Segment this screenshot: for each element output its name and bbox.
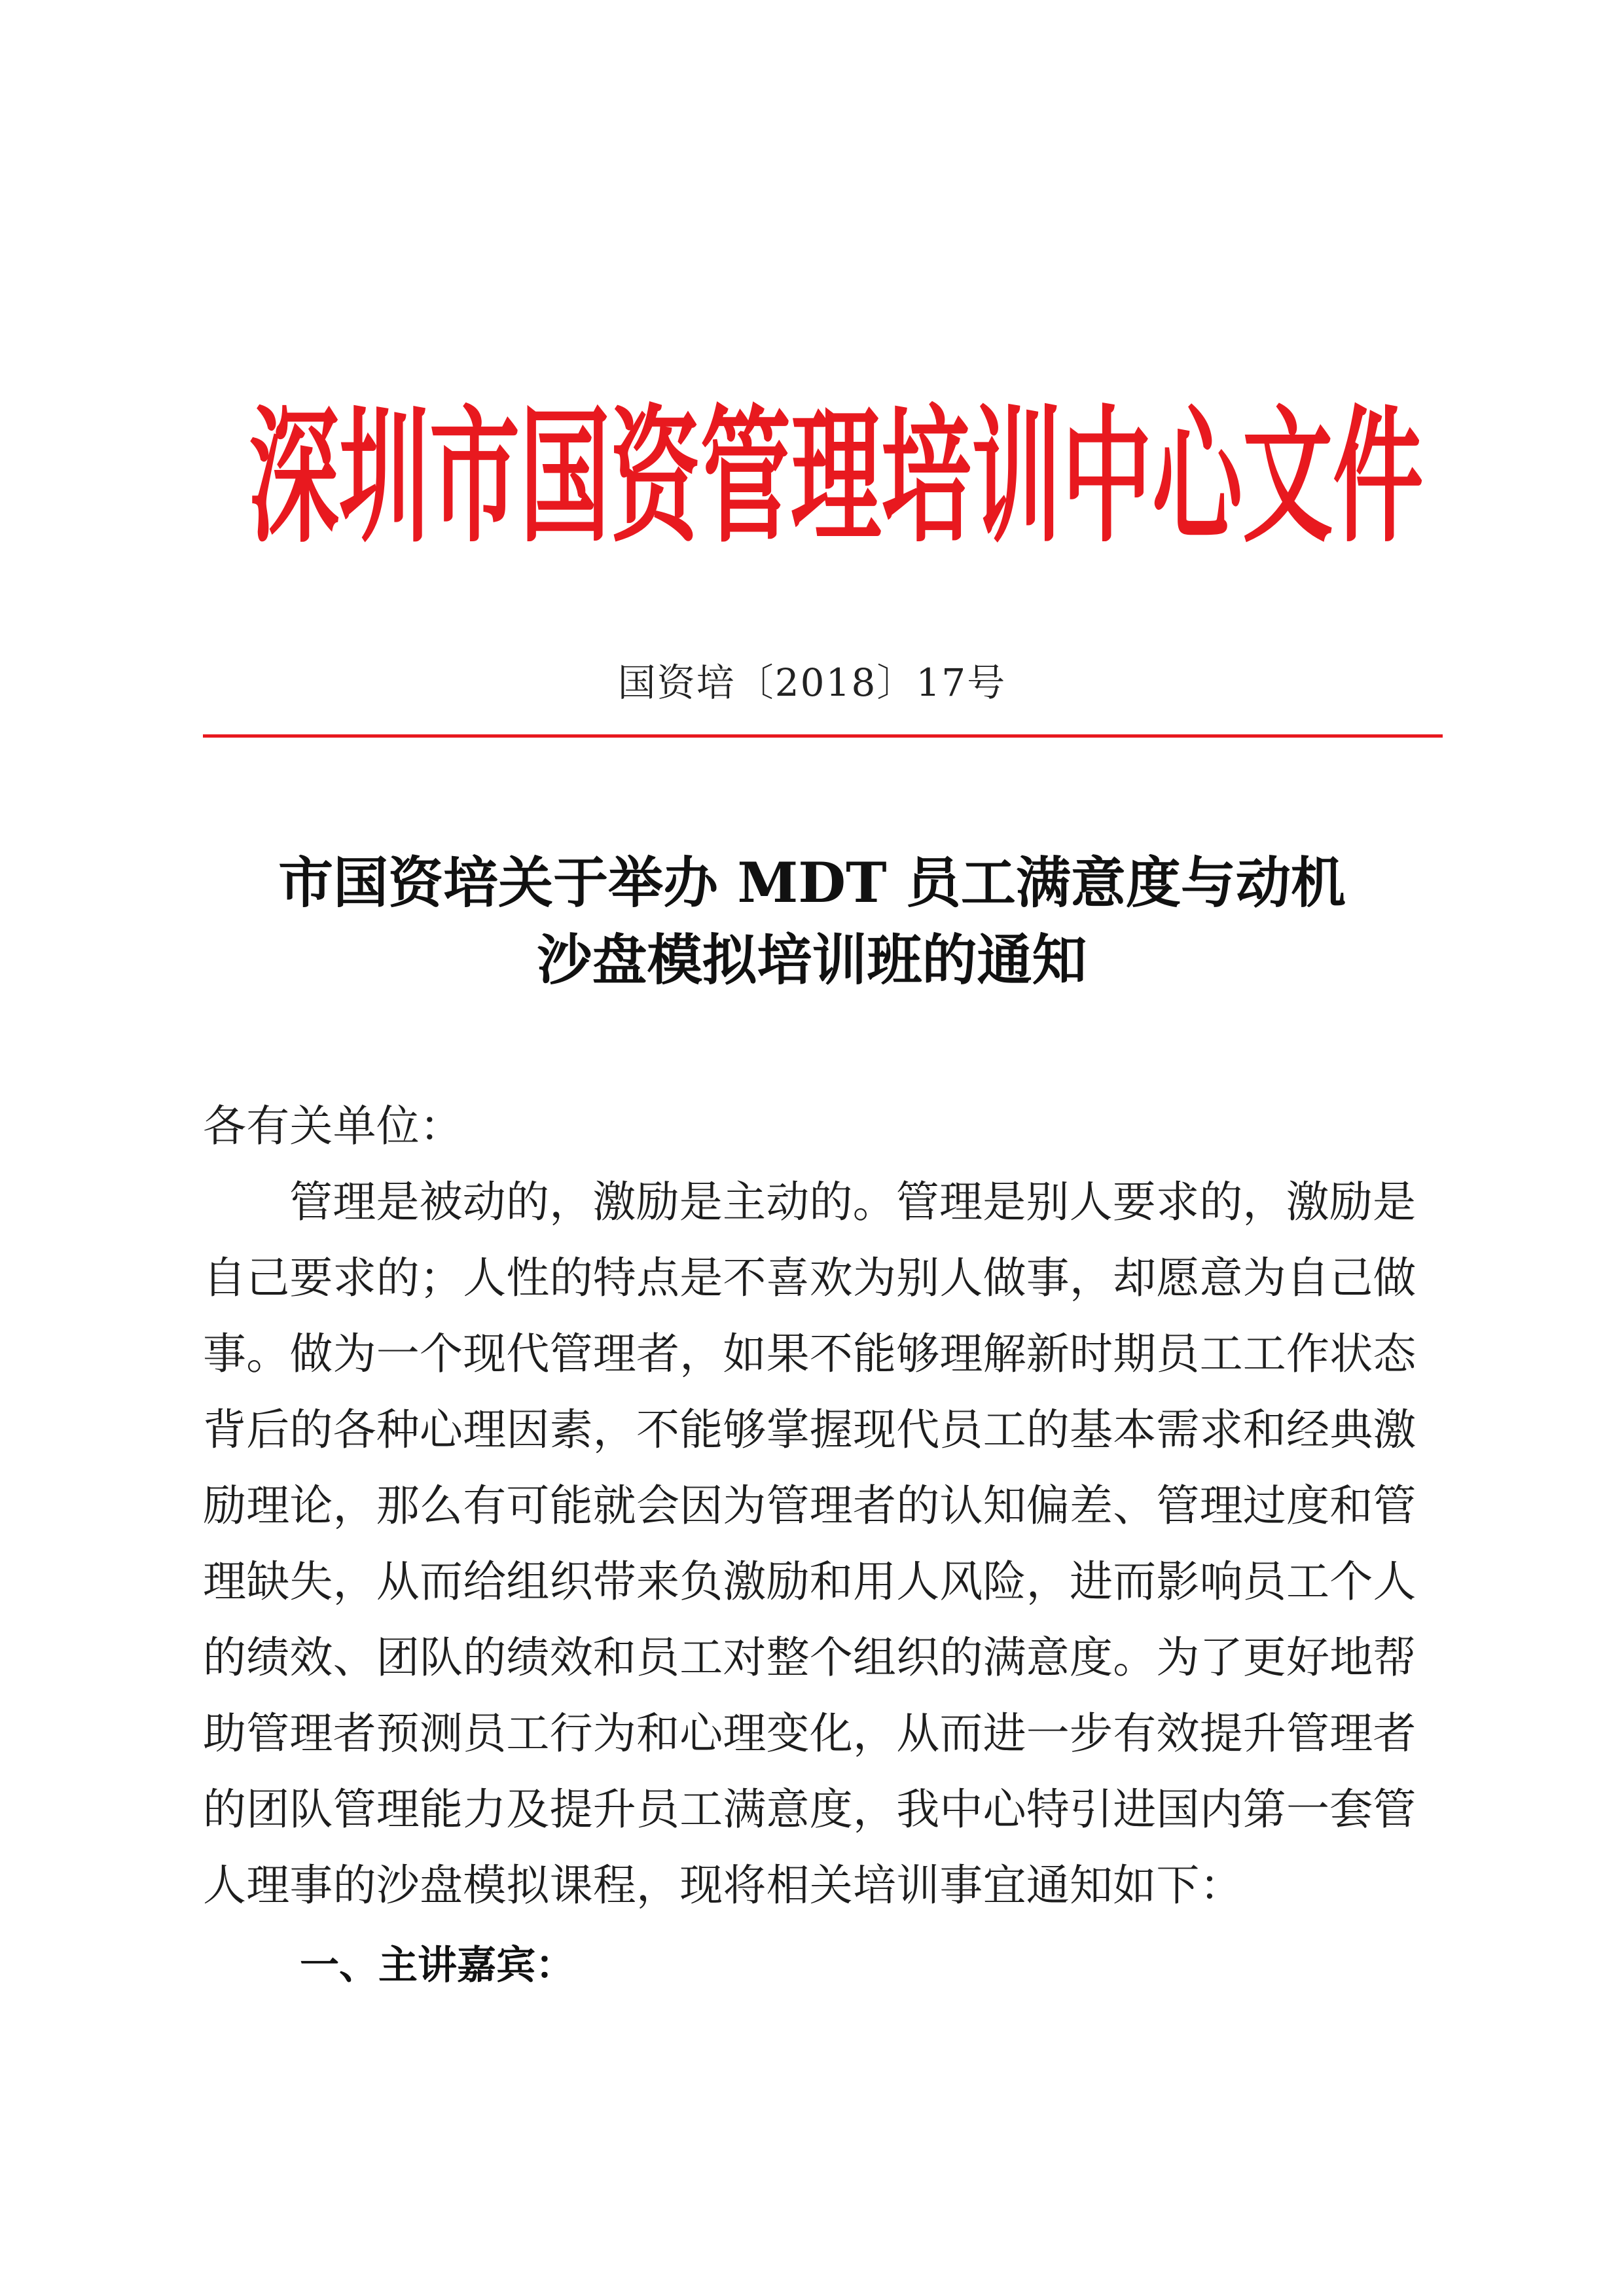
masthead-char: 市 xyxy=(429,391,520,563)
paragraph-line: 事。做为一个现代管理者，如果不能够理解新时期员工工作状态 xyxy=(203,1329,1416,1379)
masthead-char: 深 xyxy=(249,391,340,563)
paragraph-line: 背后的各种心理因素，不能够掌握现代员工的基本需求和经典激 xyxy=(203,1405,1416,1455)
paragraph-line: 人理事的沙盘模拟课程，现将相关培训事宜通知如下： xyxy=(203,1860,1243,1910)
masthead-char: 文 xyxy=(1242,391,1333,563)
masthead-char: 中 xyxy=(1062,391,1153,563)
masthead-char: 训 xyxy=(971,391,1062,563)
masthead-char: 国 xyxy=(520,391,611,563)
paragraph-line: 自己要求的；人性的特点是不喜欢为别人做事，却愿意为自己做 xyxy=(203,1253,1416,1303)
document-body xyxy=(203,1088,1414,1924)
header-divider xyxy=(203,734,1443,738)
document-number: 国资培〔2018〕17号 xyxy=(617,660,1007,705)
masthead-char: 圳 xyxy=(339,391,430,563)
paragraph-line: 理缺失，从而给组织带来负激励和用人风险，进而影响员工个人 xyxy=(203,1556,1416,1607)
body-paragraph xyxy=(203,1164,1414,1924)
paragraph-line: 助管理者预测员工行为和心理变化，从而进一步有效提升管理者 xyxy=(203,1708,1416,1759)
masthead-char: 资 xyxy=(610,391,701,563)
title-line-2: 沙盘模拟培训班的通知 xyxy=(537,927,1087,992)
masthead-char: 理 xyxy=(791,391,882,563)
paragraph-line: 管理是被动的，激励是主动的。管理是别人要求的，激励是 xyxy=(289,1177,1416,1227)
document-title xyxy=(0,844,1624,999)
title-line-1: 市国资培关于举办 MDT 员工满意度与动机 xyxy=(278,850,1346,915)
paragraph-line: 励理论，那么有可能就会因为管理者的认知偏差、管理过度和管 xyxy=(203,1480,1416,1531)
salutation: 各有关单位： xyxy=(203,1101,463,1151)
paragraph-line: 的绩效、团队的绩效和员工对整个组织的满意度。为了更好地帮 xyxy=(203,1632,1416,1683)
masthead-char: 培 xyxy=(881,391,972,563)
masthead-char: 件 xyxy=(1333,391,1424,563)
section-heading: 一、主讲嘉宾： xyxy=(300,1943,575,1988)
paragraph-line: 的团队管理能力及提升员工满意度，我中心特引进国内第一套管 xyxy=(203,1784,1416,1835)
masthead xyxy=(249,391,1424,563)
masthead-char: 管 xyxy=(700,391,791,563)
masthead-char: 心 xyxy=(1152,391,1243,563)
